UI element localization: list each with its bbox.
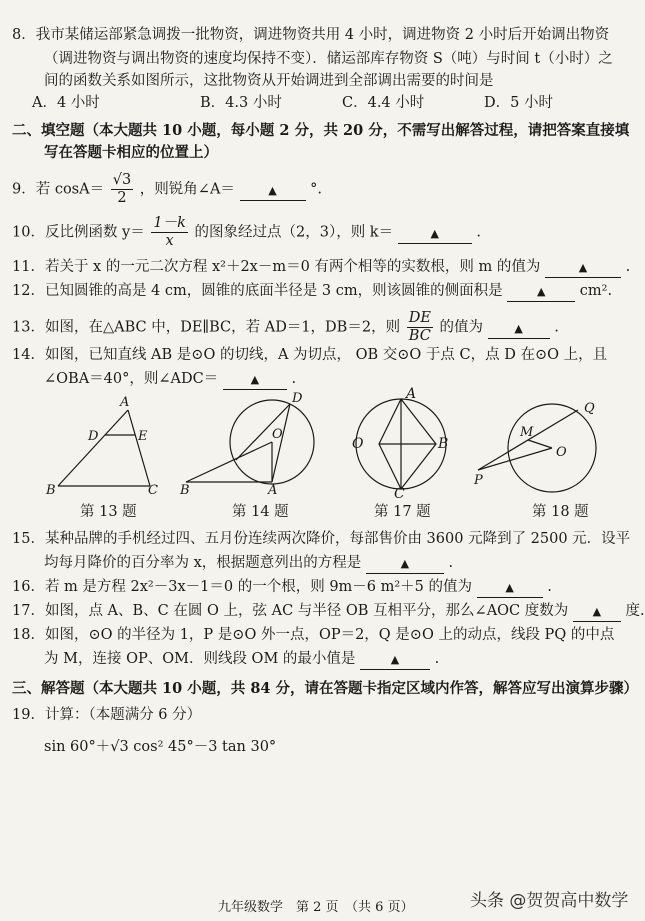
fig17-label-b: B <box>438 436 449 452</box>
q9-mid: ，则锐角∠A＝ <box>139 181 235 198</box>
q13-answer-blank[interactable] <box>488 319 550 339</box>
fig17-label-o: O <box>352 436 364 452</box>
q14-line2-text: ∠OBA＝40°，则∠ADC＝ <box>44 371 219 387</box>
fig17-label-c: C <box>394 486 405 502</box>
q13-fraction <box>407 310 433 345</box>
q15-line2 <box>44 554 453 574</box>
figure-17-circle-rhombus <box>346 386 466 502</box>
q13-den: BC <box>408 328 431 344</box>
blank-mark: ▲ <box>400 557 410 570</box>
section2-line2: 写在答题卡相应的位置上） <box>44 144 218 161</box>
fig14-label-b: B <box>180 483 190 498</box>
q10-prefix: 10．反比例函数 y＝ <box>12 224 145 241</box>
q8-line1: 8．我市某储运部紧急调拨一批物资，调进物资共用 4 小时，调进物资 2 小时后开始调出物资 <box>12 27 610 43</box>
q10-den: x <box>165 233 174 249</box>
q16 <box>12 578 552 598</box>
figure-14-circle-tangent <box>176 391 316 498</box>
q18-suffix: . <box>434 651 440 667</box>
q10-mid: 的图象经过点（2，3），则 k＝ <box>194 224 394 241</box>
caption-fig13: 第 13 题 <box>80 504 137 520</box>
q9-suffix: °. <box>310 181 322 198</box>
blank-mark: ▲ <box>430 226 439 240</box>
fig13-side-ac <box>128 410 150 486</box>
q8-choice-c: C．4.4 小时 <box>342 95 425 111</box>
q19-expression: sin 60°＋√3 cos² 45°－3 tan 30° <box>44 739 277 755</box>
blank-mark: ▲ <box>250 373 260 386</box>
watermark: 头条 @贺贺高中数学 <box>470 891 629 911</box>
q8-line2: （调进物资与调出物资的速度均保持不变）．储运部库存物资 S（吨）与时间 t（小时）之 <box>44 51 613 67</box>
figure-18-circle-point <box>470 394 610 496</box>
q8-line3: 间的函数关系如图所示，这批物资从开始调进到全部调出需要的时间是 <box>44 73 494 89</box>
blank-mark: ▲ <box>505 581 514 594</box>
fig18-label-q: Q <box>584 401 595 416</box>
q9-answer-blank[interactable] <box>240 181 306 201</box>
page-footer: 九年级数学 第 2 页 （共 6 页） <box>218 900 414 915</box>
q12-answer-blank[interactable] <box>507 282 575 302</box>
q13-suffix: . <box>554 319 559 336</box>
caption-fig17: 第 17 题 <box>374 504 431 520</box>
q10-suffix: . <box>476 224 481 241</box>
q8-choice-b: B．4.3 小时 <box>200 95 282 111</box>
q13-mid: 的值为 <box>439 319 484 336</box>
q8-choice-a: A．4 小时 <box>32 95 100 111</box>
q16-answer-blank[interactable] <box>477 578 543 598</box>
fig13-label-b: B <box>46 483 56 498</box>
fig14-label-a: A <box>268 483 278 498</box>
blank-mark: ▲ <box>268 183 277 197</box>
q12-text: 12．已知圆锥的高是 4 cm，圆锥的底面半径是 3 cm，则该圆锥的侧面积是 <box>12 283 503 299</box>
q12 <box>12 282 612 302</box>
q13-prefix: 13．如图，在△ABC 中，DE∥BC，若 AD＝1，DB＝2，则 <box>12 319 401 336</box>
fig13-side-ab <box>58 410 128 486</box>
q15-answer-blank[interactable] <box>366 554 444 574</box>
q11-answer-blank[interactable] <box>545 258 621 278</box>
q8-choice-d: D．5 小时 <box>484 95 553 111</box>
q9-fraction <box>111 172 133 207</box>
fig17-label-a: A <box>406 386 417 402</box>
q17-text: 17．如图，点 A、B、C 在圆 O 上，弦 AC 与半径 OB 互相平分，那么∠AOC 度数为 <box>12 603 569 619</box>
q13-num: DE <box>408 310 431 326</box>
q14-suffix: . <box>291 371 297 387</box>
fig13-label-e: E <box>138 429 148 444</box>
blank-mark: ▲ <box>514 321 523 335</box>
fig18-label-o: O <box>556 445 567 460</box>
q19-title: 19．计算：（本题满分 6 分） <box>12 707 202 723</box>
q15-line1: 15．某种品牌的手机经过四、五月份连续两次降价，每部售价由 3600 元降到了 2500 元．设平 <box>12 531 631 547</box>
fig18-label-m: M <box>520 425 534 440</box>
q9-prefix: 9．若 cosA＝ <box>12 181 105 198</box>
fig13-label-c: C <box>148 483 158 498</box>
q17-suffix: 度. <box>625 603 645 619</box>
section3-header: 三、解答题（本大题共 10 小题，共 84 分，请在答题卡指定区域内作答，解答应写出演算步骤） <box>12 680 639 697</box>
q16-suffix: . <box>547 579 552 595</box>
q13 <box>12 310 559 345</box>
q14-line2 <box>44 370 296 390</box>
fig18-segment-mo <box>528 440 552 448</box>
blank-mark: ▲ <box>390 653 400 666</box>
q10-num: 1－k <box>153 215 186 231</box>
q18-line1: 18．如图，⊙O 的半径为 1，P 是⊙O 外一点，OP＝2，Q 是⊙O 上的动点，线段 PQ 的中点 <box>12 627 615 643</box>
q9-num: √3 <box>112 172 132 188</box>
q14-line1: 14．如图，已知直线 AB 是⊙O 的切线，A 为切点， OB 交⊙O 于点 C，点 D 在⊙O 上，且 <box>12 347 608 363</box>
caption-fig14: 第 14 题 <box>232 504 289 520</box>
q14-answer-blank[interactable] <box>223 370 287 390</box>
q11 <box>12 258 630 278</box>
q10-fraction <box>151 215 188 250</box>
fig14-label-o: O <box>272 427 283 442</box>
blank-mark: ▲ <box>592 605 602 618</box>
caption-fig18: 第 18 题 <box>532 504 589 520</box>
q17 <box>12 602 645 622</box>
fig18-segment-po <box>478 448 552 470</box>
q11-suffix: . <box>625 259 631 275</box>
fig14-segment-bo <box>186 442 272 482</box>
q9-den: 2 <box>117 190 127 206</box>
q18-line2 <box>44 650 439 670</box>
q17-answer-blank[interactable] <box>573 602 621 622</box>
blank-mark: ▲ <box>578 261 588 274</box>
q10-answer-blank[interactable] <box>398 224 472 244</box>
q15-line2-text: 均每月降价的百分率为 x，根据题意列出的方程是 <box>44 555 362 571</box>
q16-text: 16．若 m 是方程 2x²－3x－1＝0 的一个根，则 9m－6 m²＋5 的值为 <box>12 579 473 595</box>
fig14-label-d: D <box>292 391 303 406</box>
fig18-label-p: P <box>474 473 483 488</box>
q10 <box>12 215 481 250</box>
q18-answer-blank[interactable] <box>360 650 430 670</box>
fig13-label-a: A <box>120 395 130 410</box>
blank-mark: ▲ <box>536 285 546 298</box>
figure-13-triangle <box>40 394 170 496</box>
q12-suffix: cm². <box>579 283 613 299</box>
fig14-segment-da <box>272 404 290 482</box>
q9 <box>12 172 322 207</box>
fig13-label-d: D <box>88 429 99 444</box>
q15-suffix: . <box>448 555 454 571</box>
q18-line2-text: 为 M，连接 OP、OM．则线段 OM 的最小值是 <box>44 651 356 667</box>
q11-text: 11．若关于 x 的一元二次方程 x²＋2x－m＝0 有两个相等的实数根，则 m 的值为 <box>12 259 541 275</box>
section2-line1: 二、填空题（本大题共 10 小题，每小题 2 分，共 20 分，不需写出解答过程，请把答案直接填 <box>12 122 630 139</box>
